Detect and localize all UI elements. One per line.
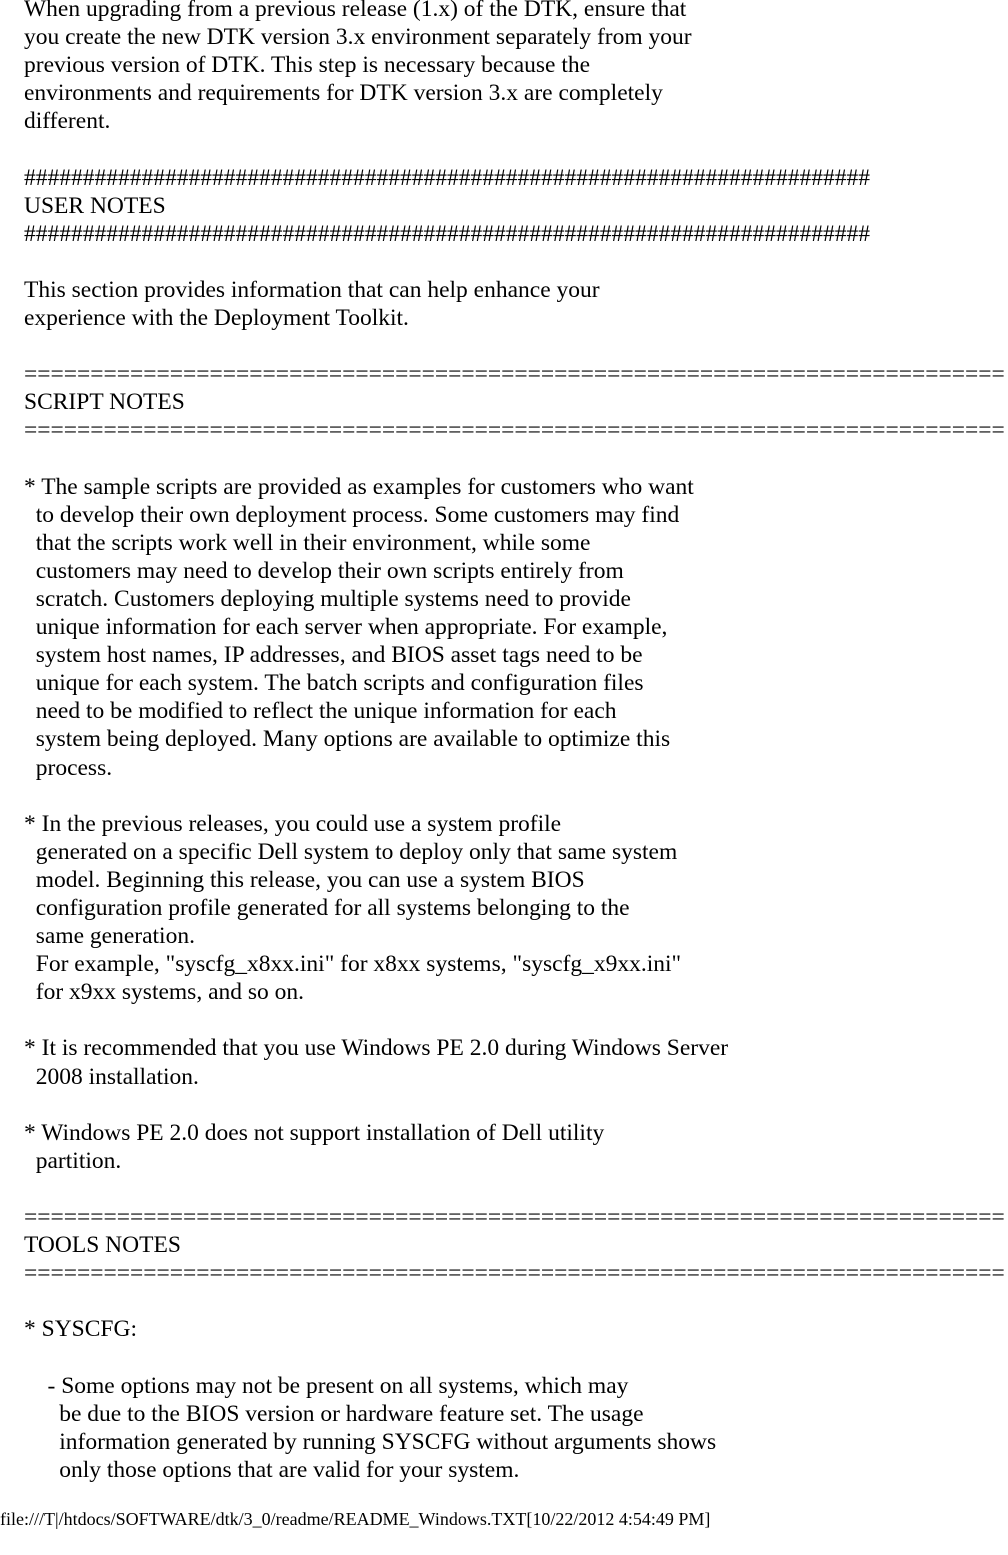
text-line (24, 1287, 1008, 1315)
text-line: generated on a specific Dell system to deploy only that same system (24, 838, 678, 865)
text-line: When upgrading from a previous release (1.x) of the DTK, ensure that (24, 0, 687, 22)
text-line: configuration profile generated for all systems belonging to the (24, 895, 630, 921)
text-line: * The sample scripts are provided as examples for customers who want (24, 473, 694, 500)
text-line (24, 1006, 1008, 1034)
text-line: ========================================================================== (24, 417, 1005, 444)
text-line: model. Beginning this release, you can use a system BIOS (24, 866, 585, 893)
print-footer-url: file:///T|/htdocs/SOFTWARE/dtk/3_0/readme/README_Windows.TXT[10/22/2012 4:54:49 PM] (0, 1509, 711, 1529)
text-line: environments and requirements for DTK version 3.x are completely (24, 80, 663, 107)
text-line: that the scripts work well in their environment, while some (24, 529, 591, 556)
text-line (24, 248, 1008, 276)
text-line: USER NOTES (24, 192, 166, 219)
text-line (24, 782, 1008, 810)
text-line: * Windows PE 2.0 does not support installation of Dell utility (24, 1119, 605, 1146)
text-line: ######################################################################## (24, 164, 870, 191)
text-line: - Some options may not be present on all systems, which may (24, 1372, 629, 1399)
text-line: partition. (24, 1147, 122, 1174)
text-line: be due to the BIOS version or hardware feature set. The usage (24, 1400, 644, 1427)
text-line: TOOLS NOTES (24, 1232, 181, 1259)
text-line: previous version of DTK. This step is necessary because the (24, 52, 591, 79)
text-line: customers may need to develop their own scripts entirely from (24, 557, 624, 584)
text-line: you create the new DTK version 3.x environment separately from your (24, 24, 692, 51)
text-line: information generated by running SYSCFG without arguments shows (24, 1428, 717, 1455)
text-line: SCRIPT NOTES (24, 389, 185, 416)
text-line: experience with the Deployment Toolkit. (24, 305, 409, 332)
text-line: ========================================================================== (24, 361, 1005, 388)
text-line (24, 135, 1008, 163)
text-line: different. (24, 108, 111, 135)
text-line: need to be modified to reflect the unique information for each (24, 698, 617, 725)
text-line (24, 445, 1008, 473)
text-line: system host names, IP addresses, and BIOS asset tags need to be (24, 642, 643, 669)
text-line (24, 1175, 1008, 1203)
text-line: * SYSCFG: (24, 1316, 137, 1343)
text-line: unique for each system. The batch scripts and configuration files (24, 670, 644, 697)
text-line: * In the previous releases, you could use a system profile (24, 810, 562, 837)
readme-text (24, 0, 1008, 1484)
text-line: ========================================================================== (24, 1260, 1005, 1287)
text-line: process. (24, 754, 113, 781)
text-line (24, 1344, 1008, 1372)
text-line: only those options that are valid for your system. (24, 1456, 520, 1483)
text-line: ######################################################################## (24, 220, 870, 247)
text-line: For example, "syscfg_x8xx.ini" for x8xx systems, "syscfg_x9xx.ini" (24, 951, 682, 978)
text-line: system being deployed. Many options are available to optimize this (24, 726, 671, 753)
text-line (24, 1091, 1008, 1119)
text-line: ========================================================================== (24, 1204, 1005, 1231)
text-line: scratch. Customers deploying multiple systems need to provide (24, 585, 631, 612)
text-line: This section provides information that can help enhance your (24, 276, 600, 303)
text-line: unique information for each server when appropriate. For example, (24, 614, 668, 641)
text-line (24, 332, 1008, 360)
text-line: for x9xx systems, and so on. (24, 979, 305, 1006)
text-line: * It is recommended that you use Windows PE 2.0 during Windows Server (24, 1035, 729, 1062)
text-line: to develop their own deployment process. Some customers may find (24, 501, 680, 528)
text-line: same generation. (24, 923, 195, 950)
text-line: 2008 installation. (24, 1063, 199, 1090)
